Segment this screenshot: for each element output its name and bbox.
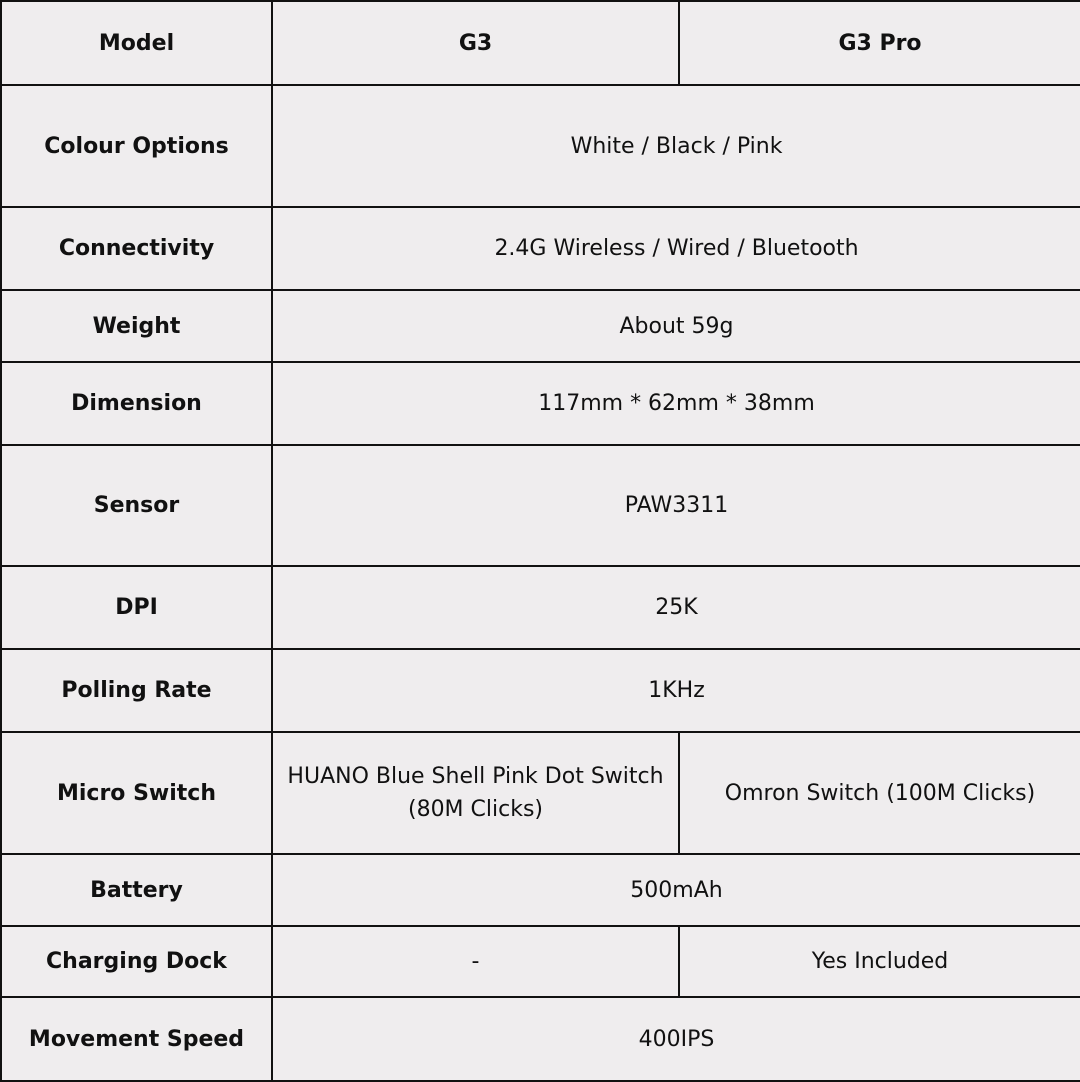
table-row-movement-speed (1, 997, 1080, 1081)
table-row-colour-options (1, 85, 1080, 207)
row-label-charging-dock: Charging Dock (1, 926, 272, 997)
table-row-polling-rate (1, 649, 1080, 732)
table-row-charging-dock (1, 926, 1080, 997)
row-label-weight: Weight (1, 290, 272, 362)
row-value-connectivity: 2.4G Wireless / Wired / Bluetooth (272, 207, 1080, 290)
row-value-polling-rate: 1KHz (272, 649, 1080, 732)
row-label-dpi: DPI (1, 566, 272, 649)
row-value-weight: About 59g (272, 290, 1080, 362)
table-row-micro-switch (1, 732, 1080, 854)
table-row-battery (1, 854, 1080, 926)
row-value-dpi: 25K (272, 566, 1080, 649)
row-value-colour-options: White / Black / Pink (272, 85, 1080, 207)
row-label-micro-switch: Micro Switch (1, 732, 272, 854)
row-value-charging-dock-g3: - (272, 926, 679, 997)
row-label-connectivity: Connectivity (1, 207, 272, 290)
table-row-dimension (1, 362, 1080, 445)
header-g3-pro: G3 Pro (679, 1, 1080, 85)
row-value-battery: 500mAh (272, 854, 1080, 926)
header-model-label: Model (1, 1, 272, 85)
row-value-sensor: PAW3311 (272, 445, 1080, 566)
row-label-colour-options: Colour Options (1, 85, 272, 207)
row-value-micro-switch-g3 (272, 732, 679, 854)
row-label-movement-speed: Movement Speed (1, 997, 272, 1081)
table-row-sensor (1, 445, 1080, 566)
row-value-charging-dock-g3-pro: Yes Included (679, 926, 1080, 997)
row-label-polling-rate: Polling Rate (1, 649, 272, 732)
row-label-battery: Battery (1, 854, 272, 926)
row-value-dimension: 117mm * 62mm * 38mm (272, 362, 1080, 445)
row-label-sensor: Sensor (1, 445, 272, 566)
table-row-connectivity (1, 207, 1080, 290)
table-row-dpi (1, 566, 1080, 649)
row-value-movement-speed: 400IPS (272, 997, 1080, 1081)
header-g3: G3 (272, 1, 679, 85)
micro-switch-g3-line1: HUANO Blue Shell Pink Dot Switch (287, 764, 664, 789)
micro-switch-g3-line2: (80M Clicks) (407, 797, 544, 822)
table-row-weight (1, 290, 1080, 362)
row-value-micro-switch-g3-pro: Omron Switch (100M Clicks) (679, 732, 1080, 854)
table-row-header (1, 1, 1080, 85)
row-label-dimension: Dimension (1, 362, 272, 445)
